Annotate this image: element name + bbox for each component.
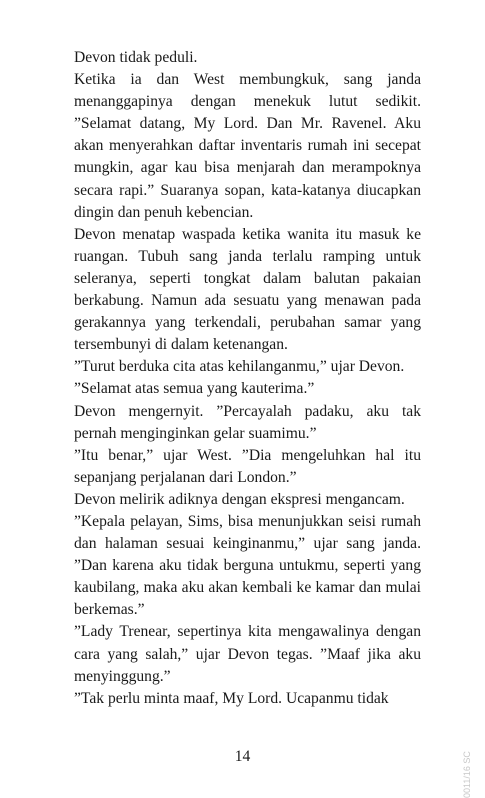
page-number: 14 [234, 748, 251, 765]
paragraph: ”Turut berduka cita atas kehilanganmu,” ujar Devon. [74, 358, 405, 376]
print-code: 0011/16 SC [462, 751, 472, 798]
paragraph: Devon tidak peduli. [74, 49, 198, 66]
paragraph: Devon menatap waspada ketika wanita itu masuk ke ruangan. Tubuh sang janda terlalu ramping untuk seleranya, seperti tongkat dalam balutan pakaian berkabung. Namun ada sesuatu yang menawan pada gerakannya yang terkendali, perubahan samar yang tersembunyi di dalam ketenangan. [74, 225, 421, 354]
page-body-text [74, 47, 421, 710]
paragraph: Devon mengernyit. ”Percayalah padaku, aku tak pernah menginginkan gelar suamimu.” [74, 402, 421, 442]
paragraph: Devon melirik adiknya dengan ekspresi mengancam. [74, 490, 405, 508]
paragraph: ”Selamat atas semua yang kauterima.” [74, 380, 315, 398]
paragraph: ”Lady Trenear, sepertinya kita mengawalinya dengan cara yang salah,” ujar Devon tegas. ”Maaf jika aku menyinggung.” [74, 623, 421, 685]
paragraph: Ketika ia dan West membungkuk, sang janda menanggapinya dengan menekuk lutut sedikit. ”Selamat datang, My Lord. Dan Mr. Ravenel. Aku akan menyerahkan daftar inventaris rumah ini secepat mungkin, agar kau bisa menjarah dan merampoknya secara rapi.” Suaranya sopan, kata-katanya diucapkan dingin dan penuh kebencian. [74, 71, 421, 221]
paragraph: ”Tak perlu minta maaf, My Lord. Ucapanmu tidak [74, 689, 389, 707]
paragraph: ”Itu benar,” ujar West. ”Dia mengeluhkan hal itu sepanjang perjalanan dari London.” [74, 446, 421, 486]
paragraph: ”Kepala pelayan, Sims, bisa menunjukkan seisi rumah dan halaman sesuai keinginanmu,” ujar sang janda. ”Dan karena aku tidak berguna untukmu, seperti yang kaubilang, maka aku akan kembali ke kamar dan mulai berkemas.” [74, 512, 421, 619]
